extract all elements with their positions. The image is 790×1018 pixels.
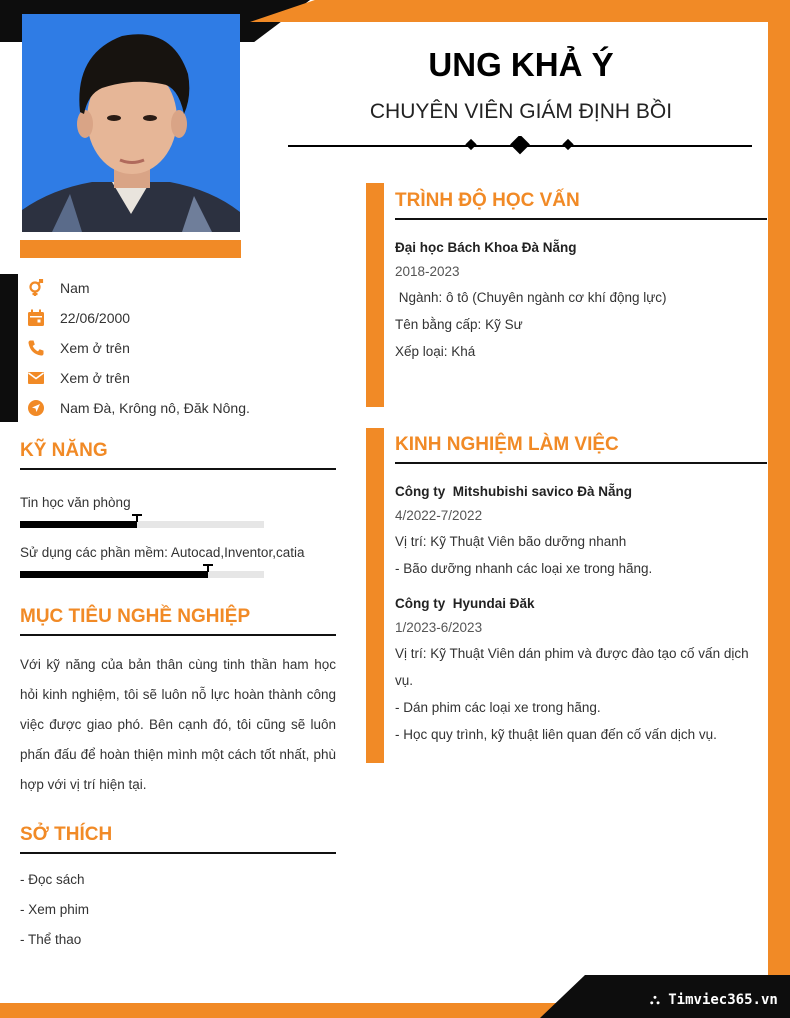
contact-gender: [26, 277, 90, 299]
job-role: Vị trí: Kỹ Thuật Viên bão dưỡng nhanh: [395, 534, 627, 549]
education-side-bar: [366, 183, 384, 407]
location-icon: [26, 398, 46, 418]
hobby-item: - Xem phim: [20, 902, 90, 917]
skill-bar-fill: [20, 521, 137, 528]
objective-heading: MỤC TIÊU NGHỀ NGHIỆP: [20, 606, 336, 636]
experience-heading: KINH NGHIỆM LÀM VIỆC: [395, 434, 767, 464]
contact-gender-text: Nam: [60, 280, 90, 296]
email-icon: [26, 368, 46, 388]
job-period: 4/2022-7/2022: [395, 508, 483, 523]
job-company: Công ty Hyundai Đăk: [395, 596, 535, 611]
hobby-item: - Đọc sách: [20, 872, 85, 887]
contact-email: [26, 367, 130, 389]
skill-bar-marker: [132, 514, 142, 516]
title-divider: [288, 136, 752, 156]
education-period: 2018-2023: [395, 264, 460, 279]
objective-text: Với kỹ năng của bản thân cùng tinh thần ham học hỏi kinh nghiệm, tôi sẽ luôn nỗ lực hoàn thành công việc được giao phó. Bên cạnh đó, tôi cũng sẽ luôn phấn đấu để hoàn thiện mình một cách tốt nhất, phù hợp với vị trí hiện tại.: [20, 657, 336, 792]
experience-side-bar: [366, 428, 384, 763]
person-silhouette-icon: [22, 14, 240, 232]
diamond-icon: [562, 139, 573, 150]
skill-bar: [20, 521, 264, 528]
job-role: Vị trí: Kỹ Thuật Viên dán phim và được đào tạo cố vấn dịch vụ.: [395, 646, 749, 688]
contact-phone-text: Xem ở trên: [60, 340, 130, 356]
diamond-icon: [510, 136, 530, 154]
job-period: 1/2023-6/2023: [395, 620, 483, 635]
hobbies-heading: SỞ THÍCH: [20, 824, 336, 854]
job-task: - Bão dưỡng nhanh các loại xe trong hãng.: [395, 561, 653, 576]
photo-accent-bar: [20, 240, 241, 258]
education-degree: Tên bằng cấp: Kỹ Sư: [395, 317, 523, 332]
contact-email-text: Xem ở trên: [60, 370, 130, 386]
contact-address: [26, 397, 250, 419]
contact-address-text: Nam Đà, Krông nô, Đăk Nông.: [60, 400, 250, 416]
contact-side-bar: [0, 274, 18, 422]
footer-brand: ⛬ Timviec365.vn: [650, 992, 778, 1008]
education-school: Đại học Bách Khoa Đà Nẵng: [395, 240, 577, 255]
candidate-name: UNG KHẢ Ý: [428, 46, 614, 83]
hobby-item: - Thể thao: [20, 932, 82, 947]
education-rank: Xếp loại: Khá: [395, 344, 476, 359]
job-task: - Dán phim các loại xe trong hãng.: [395, 700, 601, 715]
job-company: Công ty Mitshubishi savico Đà Nẵng: [395, 484, 633, 499]
job-title: CHUYÊN VIÊN GIÁM ĐỊNH BỒI: [369, 100, 673, 123]
education-major: Ngành: ô tô (Chuyên ngành cơ khí động lực): [395, 290, 667, 305]
skill-name: Tin học văn phòng: [20, 495, 131, 510]
skills-heading: KỸ NĂNG: [20, 440, 336, 470]
gender-icon: [26, 278, 46, 298]
phone-icon: [26, 338, 46, 358]
contact-phone: [26, 337, 130, 359]
profile-photo: [22, 14, 240, 232]
diamond-icon: [465, 139, 476, 150]
skill-name: Sử dụng các phần mềm: Autocad,Inventor,catia: [20, 545, 305, 560]
contact-birthday-text: 22/06/2000: [60, 310, 131, 326]
skill-bar-marker: [203, 564, 213, 566]
skill-bar: [20, 571, 264, 578]
job-task: - Học quy trình, kỹ thuật liên quan đến cố vấn dịch vụ.: [395, 727, 717, 742]
skill-bar-fill: [20, 571, 208, 578]
contact-birthday: [26, 307, 130, 329]
calendar-icon: [26, 308, 46, 328]
right-orange-border: [768, 0, 790, 1018]
top-orange-band: [250, 0, 790, 22]
education-heading: TRÌNH ĐỘ HỌC VẤN: [395, 190, 767, 220]
